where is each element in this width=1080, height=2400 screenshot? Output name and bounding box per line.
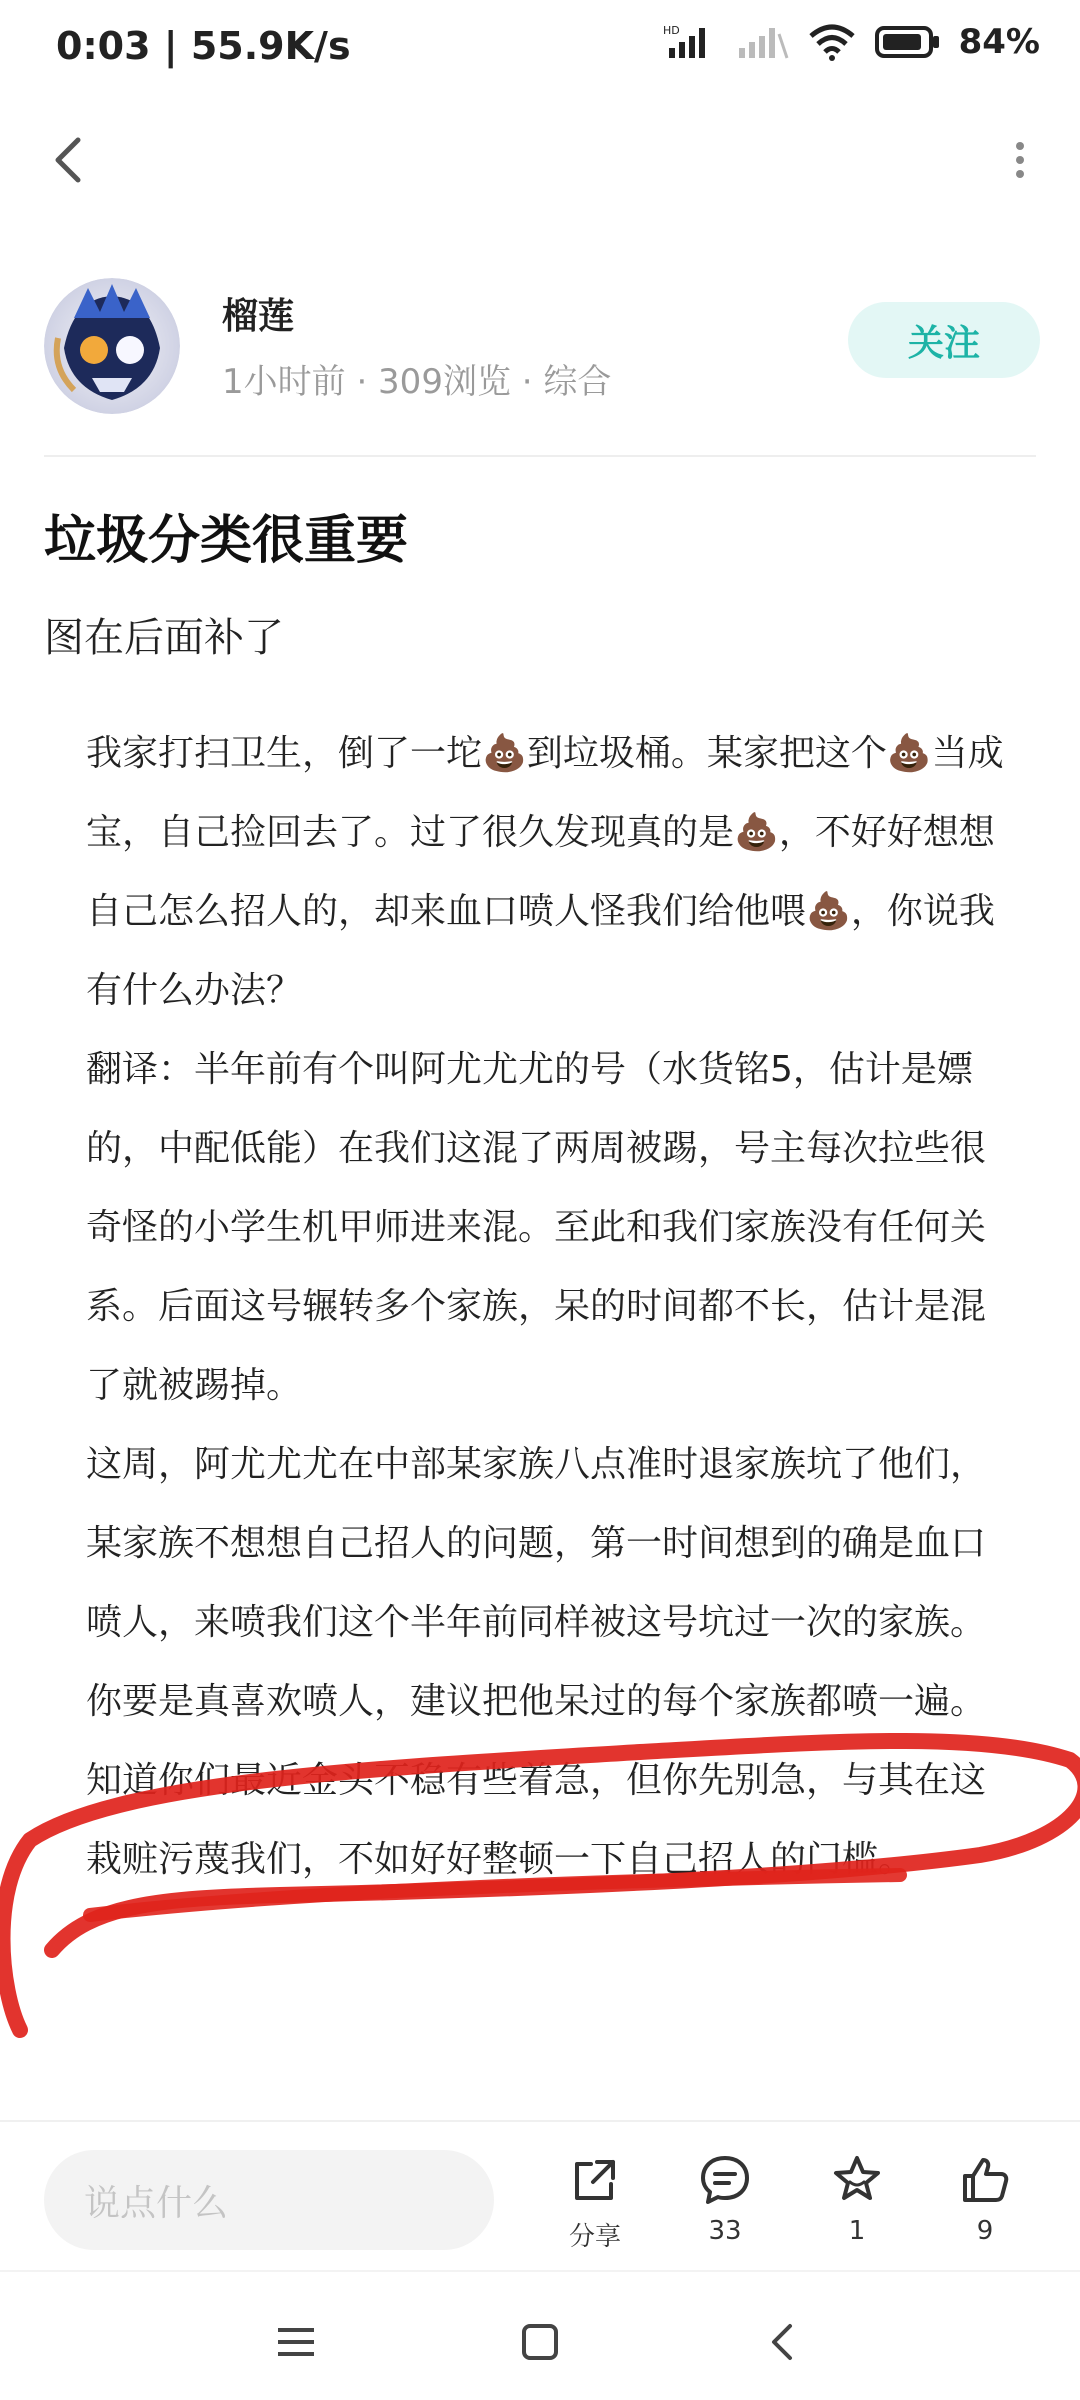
- recent-apps-button[interactable]: [266, 2312, 326, 2372]
- favorite-count: 1: [848, 2216, 866, 2246]
- divider: [44, 455, 1036, 457]
- comment-button[interactable]: [670, 2150, 780, 2246]
- author-name[interactable]: 榴莲: [222, 296, 295, 337]
- avatar[interactable]: [44, 278, 180, 414]
- comment-count: 33: [708, 2216, 742, 2246]
- status-icons: [663, 22, 1040, 62]
- more-options-button[interactable]: [990, 130, 1050, 190]
- status-bar: [0, 0, 1080, 100]
- wifi-icon: [807, 22, 857, 62]
- post-subtitle: 图在后面补了: [44, 615, 284, 661]
- signal-weak-icon: [737, 22, 789, 62]
- like-button[interactable]: [930, 2150, 1040, 2246]
- share-label: 分享: [568, 2222, 621, 2252]
- post-paragraph: 我家打扫卫生，倒了一坨💩到垃圾桶。某家把这个💩当成宝，自己捡回去了。过了很久发现真的是💩，不好好想想自己怎么招人的，却来血口喷人怪我们给他喂💩，你说我有什么办法？: [86, 733, 1004, 1011]
- system-nav-bar: [0, 2270, 1080, 2400]
- home-square-icon: [510, 2312, 570, 2372]
- svg-text:HD: HD: [662, 24, 680, 37]
- share-button[interactable]: [540, 2150, 650, 2253]
- thumbs-up-icon: [957, 2152, 1013, 2208]
- status-time: 0:03 | 55.9K/s: [56, 24, 351, 68]
- author-header: [0, 270, 1080, 420]
- home-button[interactable]: [510, 2312, 570, 2372]
- top-nav: [0, 110, 1080, 210]
- follow-button[interactable]: 关注: [848, 302, 1040, 378]
- signal-hd-icon: [663, 22, 719, 62]
- comment-icon: [697, 2152, 753, 2208]
- chevron-left-icon: [40, 130, 100, 190]
- post-meta: 1小时前 · 309浏览 · 综合: [222, 362, 612, 402]
- favorite-button[interactable]: [802, 2150, 912, 2246]
- post-title: 垃圾分类很重要: [44, 511, 409, 571]
- share-icon: [567, 2152, 623, 2208]
- menu-icon: [266, 2312, 326, 2372]
- bottom-action-bar: [0, 2120, 1080, 2272]
- back-arrow-icon: [754, 2312, 814, 2372]
- comment-input[interactable]: 说点什么: [44, 2150, 494, 2250]
- like-count: 9: [976, 2216, 994, 2246]
- post-paragraph: 这周，阿尤尤尤在中部某家族八点准时退家族坑了他们，某家族不想想自己招人的问题，第一时间想到的确是血口喷人，来喷我们这个半年前同样被这号坑过一次的家族。你要是真喜欢喷人，建议把他呆过的每个家族都喷一遍。: [86, 1444, 987, 1722]
- post-body: [86, 714, 1016, 1899]
- battery-icon: [875, 22, 941, 62]
- back-button[interactable]: [40, 130, 100, 190]
- post-paragraph: 知道你们最近金头不稳有些着急，但你先别急，与其在这栽赃污蔑我们，不如好好整顿一下自己招人的门槛。: [86, 1760, 987, 1880]
- system-back-button[interactable]: [754, 2312, 814, 2372]
- star-icon: [829, 2152, 885, 2208]
- battery-percent: 84%: [958, 22, 1040, 62]
- more-vertical-icon: [990, 130, 1050, 190]
- post-paragraph: 翻译：半年前有个叫阿尤尤尤的号（水货铭5，估计是嫖的，中配低能）在我们这混了两周被踢，号主每次拉些很奇怪的小学生机甲师进来混。至此和我们家族没有任何关系。后面这号辗转多个家族，呆的时间都不长，估计是混了就被踢掉。: [86, 1049, 987, 1406]
